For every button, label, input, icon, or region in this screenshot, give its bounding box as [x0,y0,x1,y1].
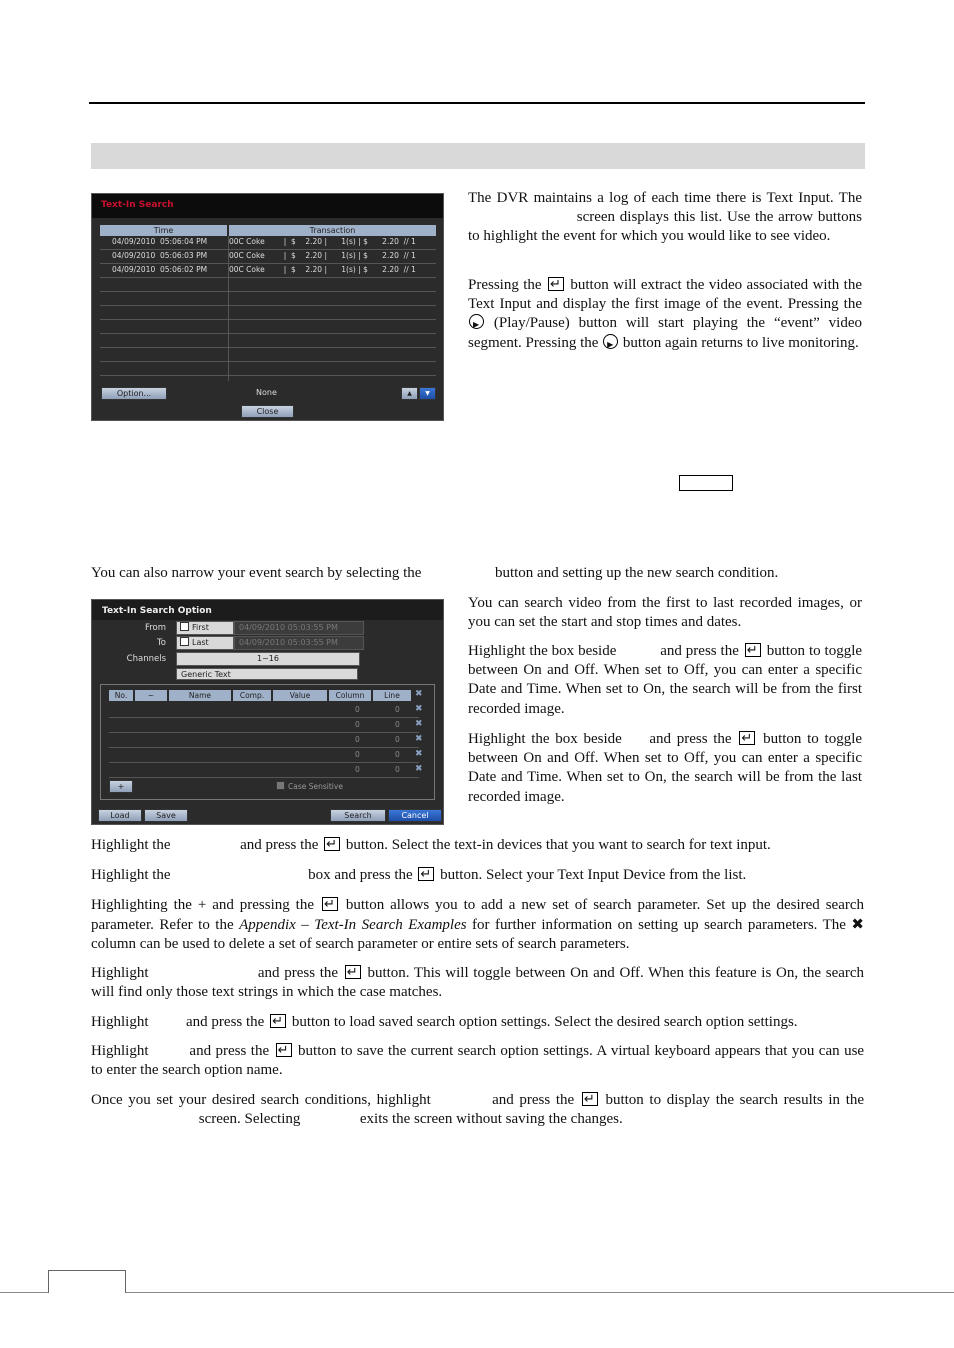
from-label: From [144,623,166,633]
paragraph-add-parameter: Highlighting the + and pressing the ↵ button allows you to add a new set of search parameter. Set up the desired search parameter. Refer to the Appendix – Text-In Search Examples for further information on setting up search parameters. The ✖ column can be used to delete a set of search parameter or entire sets of search parameters. [91,896,864,955]
from-datetime-field[interactable]: 04/09/2010 05:03:55 PM [234,621,364,635]
parameter-row[interactable] [109,718,423,733]
delete-row-icon[interactable]: ✖ [415,734,423,744]
cancel-button[interactable]: Cancel [388,809,442,822]
column-value: 0 [355,765,360,774]
row-transaction: 00C Coke | $ 2.20 | 1(s) | $ 2.20 // 1 [229,251,416,260]
text-in-search-option-screenshot [91,599,444,825]
paragraph-narrow-search: You can also narrow your event search by selecting the button and setting up the new search condition. [91,565,779,581]
row-time: 04/09/2010 05:06:03 PM [112,251,208,260]
paragraph-text-in-log: The DVR maintains a log of each time there is Text Input. The screen displays this list. Use the arrow buttons to highlight the event for which you would like to see video. [468,190,862,245]
enter-button-icon [276,1043,292,1057]
column-header-no: No. [109,690,133,701]
table-row[interactable] [100,236,436,250]
checkbox-icon [180,622,189,631]
row-time: 04/09/2010 05:06:02 PM [112,265,208,274]
parameter-row[interactable] [109,748,423,763]
delete-row-icon[interactable]: ✖ [415,704,423,714]
column-header-comp: Comp. [233,690,271,701]
scroll-down-button[interactable]: ▼ [419,387,436,400]
channels-label: Channels [126,654,166,664]
option-button[interactable]: Option... [101,387,167,400]
event-table [100,225,436,407]
column-header-tilde: ~ [135,690,167,701]
column-value: 0 [355,750,360,759]
row-transaction: 00C Coke | $ 2.20 | 1(s) | $ 2.20 // 1 [229,265,416,274]
enter-button-icon [548,277,564,291]
load-button[interactable]: Load [98,809,142,822]
line-value: 0 [395,720,400,729]
text-in-search-titlebar [92,194,443,218]
enter-button-icon [739,731,755,745]
from-first-checkbox[interactable]: First [176,621,234,635]
enter-button-icon [745,643,761,657]
paragraph-search-range: You can search video from the first to last recorded images, or you can set the start and stop times and dates. [468,595,862,631]
delete-x-icon: ✖ [851,915,864,934]
table-row[interactable] [100,334,436,348]
page-number-tab [48,1270,126,1293]
table-row[interactable] [100,250,436,264]
channels-field[interactable]: 1~16 [176,652,360,666]
enter-button-icon [345,965,361,979]
column-header-transaction: Transaction [229,225,436,236]
column-header-value: Value [273,690,327,701]
to-last-checkbox[interactable]: Last [176,636,234,650]
paragraph-channels: Highlight the and press the ↵ button. Select the text-in devices that you want to search for text input. [91,836,864,855]
checkbox-icon [180,637,189,646]
enter-button-icon [322,897,338,911]
table-row[interactable] [100,320,436,334]
delete-row-icon[interactable]: ✖ [415,764,423,774]
play-pause-icon [469,314,484,329]
to-label: To [157,638,166,648]
paragraph-search: Once you set your desired search conditions, highlight and press the ↵ button to display the search results in the screen. Selecting exits the screen without saving the changes. [91,1091,864,1129]
play-pause-icon [603,334,618,349]
column-value: 0 [355,705,360,714]
delete-all-icon[interactable]: ✖ [415,689,423,699]
line-value: 0 [395,750,400,759]
paragraph-from-toggle: Highlight the box beside and press the ↵ button to toggle between On and Off. When set to Off, you can enter a specific Date and Time. When set to On, the search will be from the first recorded image. [468,642,862,719]
section-heading-bar [91,143,865,169]
search-button[interactable]: Search [330,809,386,822]
paragraph-to-toggle: Highlight the box beside and press the ↵ button to toggle between On and Off. When set to Off, you can enter a specific Date and Time. When set to On, the search will be from the last recorded image. [468,730,862,807]
checkbox-icon [276,781,285,790]
column-header-line: Line [373,690,411,701]
search-option-titlebar [92,600,443,620]
save-button[interactable]: Save [144,809,188,822]
table-row[interactable] [100,278,436,292]
status-text: None [256,388,277,397]
enter-button-icon [418,867,434,881]
table-row[interactable] [100,362,436,376]
to-datetime-field[interactable]: 04/09/2010 05:03:55 PM [234,636,364,650]
parameter-row[interactable] [109,703,423,718]
enter-button-icon [270,1014,286,1028]
header-rule [89,102,865,104]
footer-rule [0,1292,954,1293]
parameter-row[interactable] [109,733,423,748]
text-in-search-screenshot [91,193,444,421]
text-in-search-title: Text-In Search [101,200,174,210]
search-option-title: Text-In Search Option [102,606,212,616]
paragraph-device: Highlight the box and press the ↵ button. Select your Text Input Device from the list. [91,866,864,885]
table-row[interactable] [100,264,436,278]
text-input-device-dropdown[interactable]: Generic Text [176,668,358,680]
paragraph-pressing-enter: Pressing the ↵ button will extract the video associated with the Text Input and display the first image of the event. Pressing the ▶ (Play/Pause) button will start playing the “event” video segment. Pressing the ▶ button again returns to live monitoring. [468,276,862,353]
table-row[interactable] [100,292,436,306]
enter-button-icon [582,1092,598,1106]
case-sensitive-checkbox[interactable]: Case Sensitive [273,781,343,791]
row-time: 04/09/2010 05:06:04 PM [112,237,208,246]
column-header-column: Column [329,690,371,701]
table-row[interactable] [100,348,436,362]
line-value: 0 [395,705,400,714]
scroll-up-button[interactable]: ▲ [401,387,418,400]
paragraph-case-sensitive: Highlight and press the ↵ button. This will toggle between On and Off. When this feature is On, the search will find only those text strings in which the case matches. [91,964,864,1002]
paragraph-save: Highlight and press the ↵ button to save the current search option settings. A virtual keyboard appears that you can use to enter the search option name. [91,1042,864,1080]
delete-row-icon[interactable]: ✖ [415,749,423,759]
column-header-time: Time [100,225,227,236]
table-row[interactable] [100,306,436,320]
column-value: 0 [355,720,360,729]
parameter-row[interactable] [109,763,423,778]
column-value: 0 [355,735,360,744]
enter-button-icon [324,837,340,851]
row-transaction: 00C Coke | $ 2.20 | 1(s) | $ 2.20 // 1 [229,237,416,246]
column-header-name: Name [169,690,231,701]
line-value: 0 [395,735,400,744]
add-parameter-button[interactable]: + [109,780,133,793]
line-value: 0 [395,765,400,774]
inline-box [679,475,733,491]
search-parameter-grid [100,684,435,800]
paragraph-load: Highlight and press the ↵ button to load saved search option settings. Select the desired search option settings. [91,1013,864,1032]
close-button[interactable]: Close [241,405,294,418]
delete-row-icon[interactable]: ✖ [415,719,423,729]
